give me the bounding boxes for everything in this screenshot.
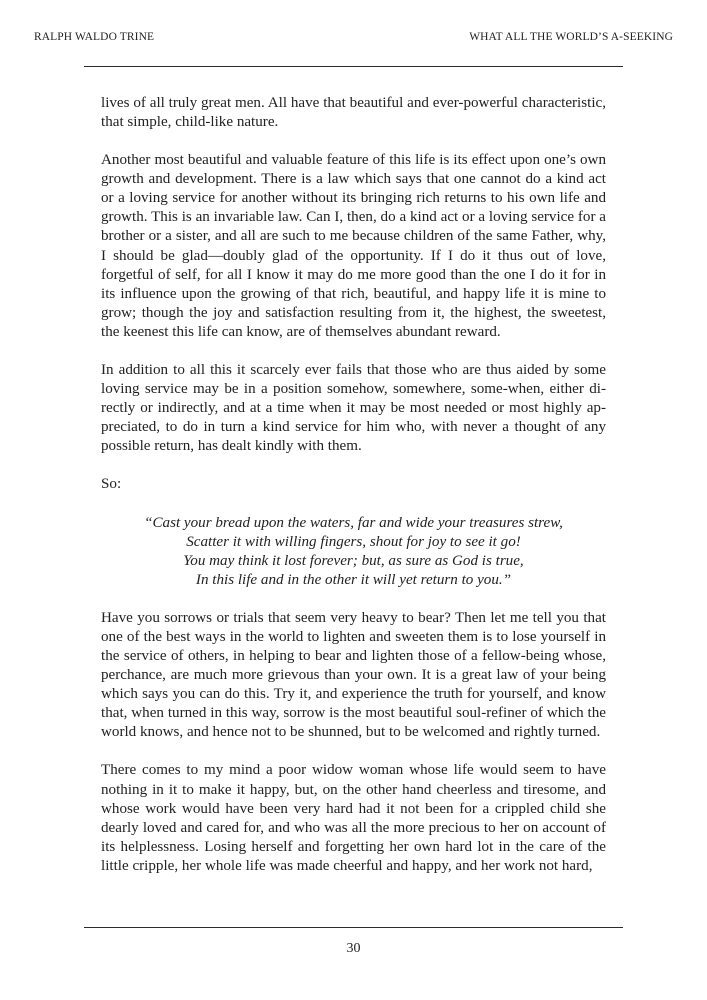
verse-line: “Cast your bread upon the waters, far and wide your treasures strew, [144, 514, 563, 531]
verse-quote [101, 514, 606, 590]
verse-line: Scatter it with willing fingers, shout for joy to see it go! [186, 533, 521, 550]
verse-line: In this life and in the other it will yet return to you.” [195, 571, 512, 588]
paragraph-3: In addition to all this it scarcely ever fails that those who are thus aided by some loving service may be in a position somehow, somewhere, some-when, either directly or indirectly, and at a time when it may be most needed or most highly appreciated, to do in turn a kind service for him who, with never a thought of any possible return, has dealt kindly with them. [101, 361, 606, 455]
running-header [34, 31, 673, 47]
paragraph-2: Another most beautiful and valuable feature of this life is its effect upon one’s own growth and development. There is a law which says that one cannot do a kind act or a loving service for another without its bringing rich returns to his own life and growth. This is an invariable law. Can I, then, do a kind act or a loving service for a brother or a sister, and all are such to me because children of the same Father, why, I should be glad—doubly glad of the opportunity. If I do it thus out of love, forgetful of self, for all I know it may do me more good than the one I do it for in its influence upon the growing of that rich, beautiful, and happy life it is mine to grow; though the joy and satisfaction resulting from it, the highest, the sweetest, the keenest this life can know, are of themselves abundant reward. [101, 152, 606, 340]
verse-line: You may think it lost forever; but, as sure as God is true, [183, 552, 524, 569]
header-rule [84, 66, 623, 67]
paragraph-so: So: [101, 476, 122, 493]
header-author: RALPH WALDO TRINE [34, 31, 155, 43]
page-number: 30 [346, 941, 361, 956]
paragraph-5: There comes to my mind a poor widow woman whose life would seem to have nothing in it to make it happy, but, on the other hand cheerless and tiresome, and whose work would have been very hard had it not been for a crippled child she dearly loved and cared for, and who was all the more precious to her on account of its helplessness. Losing herself and forgetting her own hard lot in the care of the little cripple, her whole life was made cheerful and happy, and her work not hard, [101, 762, 606, 874]
header-book-title: WHAT ALL THE WORLD’S A-SEEKING [469, 31, 673, 43]
page-body [101, 94, 606, 895]
paragraph-1: lives of all truly great men. All have that beautiful and ever-powerful characteristic, that simple, child-like nature. [101, 95, 606, 131]
paragraph-4: Have you sorrows or trials that seem very heavy to bear? Then let me tell you that one of the best ways in the world to lighten and sweeten them is to lose yourself in the service of others, in helping to bear and lighten those of a fellow-being whose, perchance, are much more grievous than your own. It is a great law of your being which says you can do this. Try it, and experience the truth for yourself, and know that, when turned in this way, sorrow is the most beautiful soul-refiner of which the world knows, and hence not to be shunned, but to be welcomed and rightly turned. [101, 609, 606, 741]
footer-rule [84, 927, 623, 928]
